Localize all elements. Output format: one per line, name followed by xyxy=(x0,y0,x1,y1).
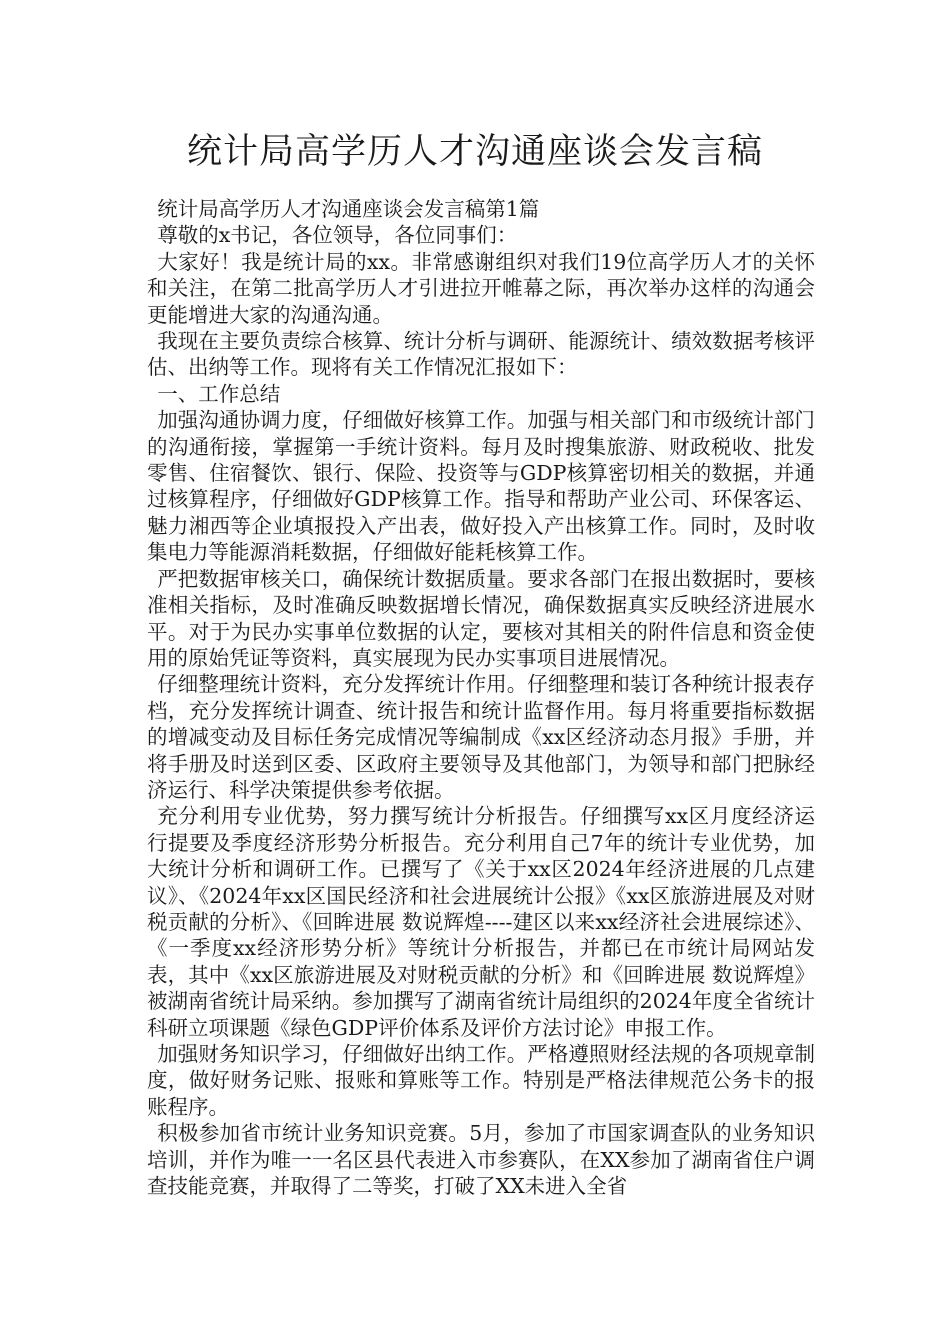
paragraph: 我现在主要负责综合核算、统计分析与调研、能源统计、绩效数据考核评估、出纳等工作。现将有关工作情况汇报如下： xyxy=(147,329,815,380)
paragraph: 严把数据审核关口，确保统计数据质量。要求各部门在报出数据时，要核准相关指标，及时准确反映数据增长情况，确保数据真实反映经济进展水平。对于为民办实事单位数据的认定，要核对其相关的附件信息和资金使用的原始凭证等资料，真实展现为民办实事项目进展情况。 xyxy=(147,566,815,670)
document-body xyxy=(147,196,815,1199)
paragraph: 大家好！我是统计局的xx。非常感谢组织对我们19位高学历人才的关怀和关注，在第二批高学历人才引进拉开帷幕之际，再次举办这样的沟通会更能增进大家的沟通沟通。 xyxy=(147,249,815,327)
paragraph: 充分利用专业优势，努力撰写统计分析报告。仔细撰写xx区月度经济运行提要及季度经济形势分析报告。充分利用自己7年的统计专业优势，加大统计分析和调研工作。已撰写了《关于xx区2024年经济进展的几点建议》、《2024年xx区国民经济和社会进展统计公报》《xx区旅游进展及对财税贡献的分析》、《回眸进展 数说辉煌----建区以来xx经济社会进展综述》、《一季度xx经济形势分析》等统计分析报告，并都已在市统计局网站发表，其中《xx区旅游进展及对财税贡献的分析》和《回眸进展 数说辉煌》被湖南省统计局采纳。参加撰写了湖南省统计局组织的2024年度全省统计科研立项课题《绿色GDP评价体系及评价方法讨论》申报工作。 xyxy=(147,804,815,1040)
document-title: 统计局高学历人才沟通座谈会发言稿 xyxy=(186,132,763,172)
paragraph: 积极参加省市统计业务知识竞赛。5月，参加了市国家调查队的业务知识培训，并作为唯一一名区县代表进入市参赛队，在XX参加了湖南省住户调查技能竞赛，并取得了二等奖，打破了XX未进入全省 xyxy=(147,1121,815,1199)
paragraph-subtitle: 统计局高学历人才沟通座谈会发言稿第1篇 xyxy=(157,197,540,221)
paragraph: 加强沟通协调力度，仔细做好核算工作。加强与相关部门和市级统计部门的沟通衔接，掌握第一手统计资料。每月及时搜集旅游、财政税收、批发零售、住宿餐饮、银行、保险、投资等与GDP核算密切相关的数据，并通过核算程序，仔细做好GDP核算工作。指导和帮助产业公司、环保客运、魅力湘西等企业填报投入产出表，做好投入产出核算工作。同时，及时收集电力等能源消耗数据，仔细做好能耗核算工作。 xyxy=(147,408,815,565)
paragraph-salutation: 尊敬的x书记，各位领导，各位同事们： xyxy=(157,223,518,248)
paragraph: 加强财务知识学习，仔细做好出纳工作。严格遵照财经法规的各项规章制度，做好财务记账、报账和算账等工作。特别是严格法律规范公务卡的报账程序。 xyxy=(147,1042,815,1119)
section-heading: 一、工作总结 xyxy=(157,381,281,406)
paragraph: 仔细整理统计资料，充分发挥统计作用。仔细整理和装订各种统计报表存档，充分发挥统计调查、统计报告和统计监督作用。每月将重要指标数据的增减变动及目标任务完成情况等编制成《xx区经济动态月报》手册，并将手册及时送到区委、区政府主要领导及其他部门，为领导和部门把脉经济运行、科学决策提供参考依据。 xyxy=(147,672,815,802)
